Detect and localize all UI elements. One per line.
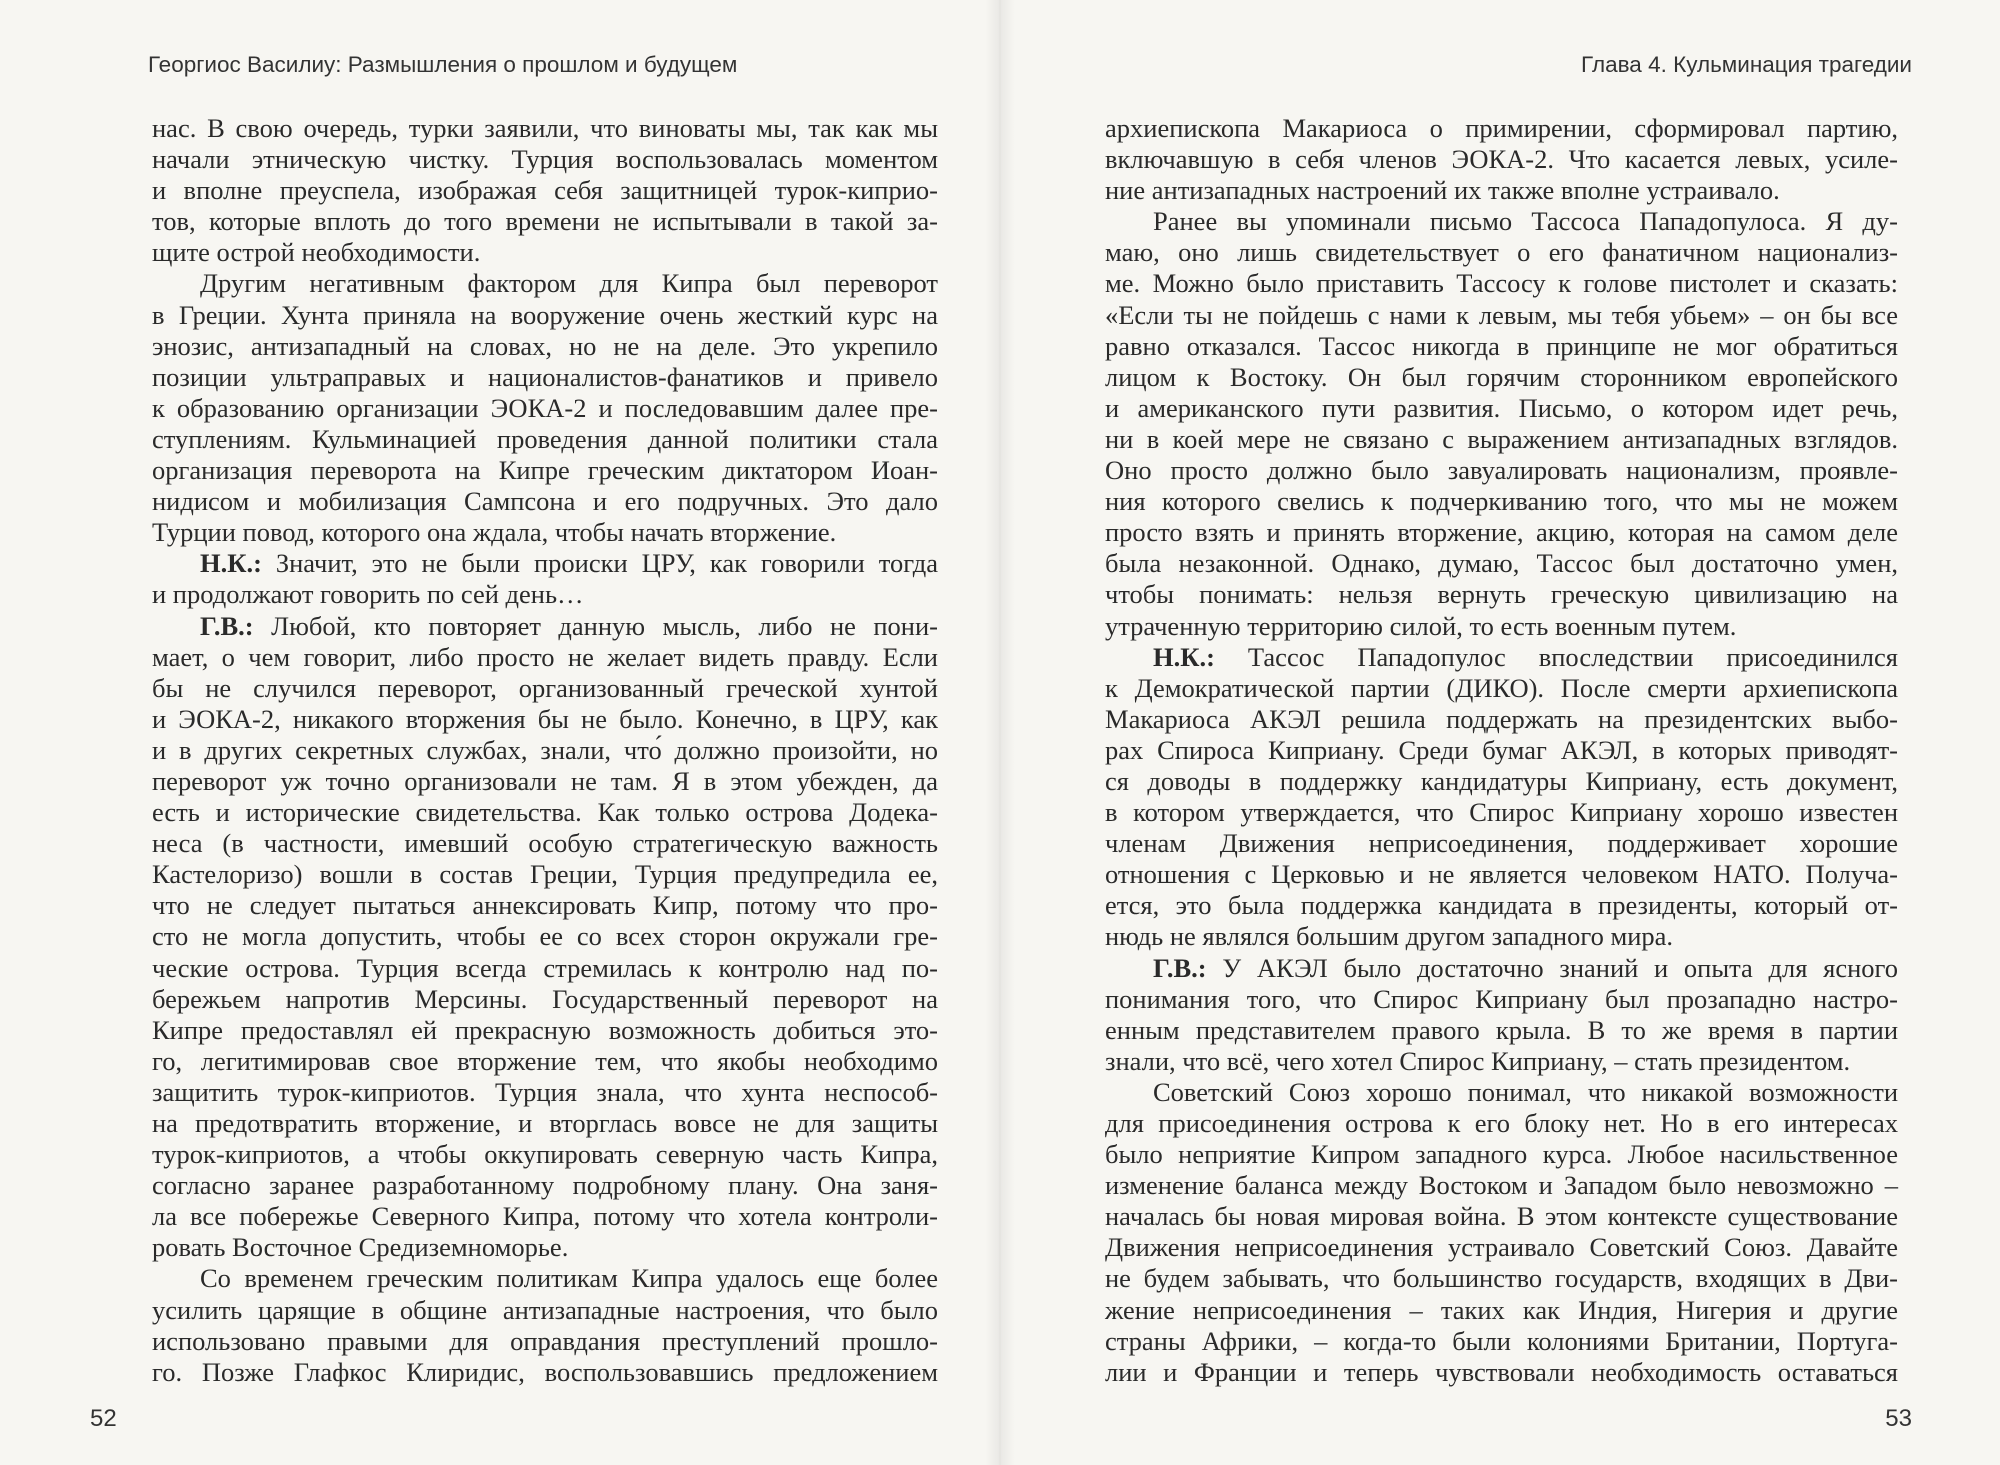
line-text: использовано правыми для оправдания преступлений прошло- <box>152 1325 938 1356</box>
text-line <box>1105 673 1898 704</box>
line-text: ся доводы в поддержку кандидатуры Киприану, есть документ, <box>1105 765 1898 796</box>
line-text: Другим негативным фактором для Кипра был переворот <box>200 268 938 299</box>
line-text: переворот уж точно организовали не там. Я в этом убежден, да <box>152 765 938 796</box>
line-text: Кипре предоставлял ей прекрасную возможность добиться это- <box>152 1014 938 1045</box>
line-text: Макариоса АКЭЛ решила поддержать на президентских выбо- <box>1105 703 1898 734</box>
text-line <box>1105 393 1898 424</box>
line-text: щите острой необходимости. <box>152 237 481 268</box>
text-line <box>152 766 938 797</box>
text-line <box>152 735 938 766</box>
left-page-text <box>152 113 938 1388</box>
text-line <box>1105 1357 1898 1388</box>
line-text: отношения с Церковью и не является человеком НАТО. Получа- <box>1105 859 1898 890</box>
line-text: была незаконной. Однако, думаю, Тассос был достаточно умен, <box>1105 548 1898 579</box>
line-text: Кастелоризо) вошли в состав Греции, Турция предупредила ее, <box>152 859 938 890</box>
text-line <box>1105 579 1898 610</box>
text-line <box>1105 704 1898 735</box>
text-line <box>152 859 938 890</box>
running-head-left: Георгиос Василиу: Размышления о прошлом и будущем <box>148 52 738 77</box>
text-line <box>1105 1108 1898 1139</box>
line-text: неса (в частности, имевший особую стратегическую важность <box>152 828 938 859</box>
text-line <box>1105 300 1898 331</box>
line-text: защитить турок-киприотов. Турция знала, что хунта неспособ- <box>152 1076 938 1107</box>
line-text: понимания того, что Спирос Киприану был прозападно настро- <box>1105 983 1898 1014</box>
text-line <box>152 1139 938 1170</box>
line-text: Со временем греческим политикам Кипра удалось еще более <box>200 1263 938 1294</box>
text-line <box>152 393 938 424</box>
text-line <box>1105 268 1898 299</box>
text-line <box>152 424 938 455</box>
text-line <box>1105 113 1898 144</box>
text-line <box>1105 735 1898 766</box>
line-text: ния которого свелись к подчеркиванию того, что мы не можем <box>1105 486 1898 517</box>
book-gutter <box>985 0 1015 1465</box>
text-line <box>1105 1046 1898 1077</box>
line-text: для присоединения острова к его блоку нет. Но в его интересах <box>1105 1108 1898 1138</box>
line-text: к образованию организации ЭОКА-2 и последовавшим далее пре- <box>152 392 938 423</box>
line-text: Тассос Пападопулос впоследствии присоединился <box>1214 641 1898 672</box>
line-text: чтобы понимать: нельзя вернуть греческую цивилизацию на <box>1105 579 1898 610</box>
line-text: на предотвратить вторжение, и вторглась вовсе не для защиты <box>152 1108 938 1138</box>
line-text: не будем забывать, что большинство государств, входящих в Дви- <box>1105 1263 1898 1294</box>
line-text: есть и исторические свидетельства. Как только острова Додека- <box>152 797 938 828</box>
line-text: Любой, кто повторяет данную мысль, либо не пони- <box>253 610 938 641</box>
line-text: и американского пути развития. Письмо, о котором идет речь, <box>1105 392 1898 423</box>
line-text: нас. В свою очередь, турки заявили, что виноваты мы, так как мы <box>152 113 938 143</box>
line-text: го, легитимировав свое вторжение тем, что якобы необходимо <box>152 1045 938 1076</box>
text-line <box>1105 237 1898 268</box>
line-text: было неприятие Кипром западного курса. Любое насильственное <box>1105 1139 1898 1170</box>
line-text: членам Движения неприсоединения, поддерживает хорошие <box>1105 828 1898 859</box>
line-text: ется, это была поддержка кандидата в президенты, который от- <box>1105 890 1898 921</box>
page-number-right: 53 <box>1885 1405 1912 1432</box>
text-line <box>1105 1232 1898 1263</box>
line-text: и в других секретных службах, знали, что́ должно произойти, но <box>152 734 938 765</box>
text-line <box>152 1263 938 1294</box>
text-line <box>152 300 938 331</box>
line-text: Советский Союз хорошо понимал, что никакой возможности <box>1153 1076 1898 1107</box>
text-line <box>1105 1077 1898 1108</box>
text-line <box>1105 859 1898 890</box>
text-line <box>152 1326 938 1357</box>
line-text: Турции повод, которого она ждала, чтобы начать вторжение. <box>152 517 837 548</box>
text-line <box>152 673 938 704</box>
text-line <box>1105 144 1898 175</box>
text-line <box>1105 455 1898 486</box>
line-text: бережьем напротив Мерсины. Государственный переворот на <box>152 983 938 1014</box>
line-text: рах Спироса Киприану. Среди бумаг АКЭЛ, в которых приводят- <box>1105 734 1898 765</box>
text-line <box>1105 1263 1898 1294</box>
line-text: организация переворота на Кипре греческим диктатором Иоан- <box>152 455 938 486</box>
text-line <box>1105 1201 1898 1232</box>
line-text: нидисом и мобилизация Сампсона и его подручных. Это дало <box>152 486 938 517</box>
line-text: утраченную территорию силой, то есть военным путем. <box>1105 610 1737 641</box>
text-line <box>1105 486 1898 517</box>
page-number-left: 52 <box>90 1405 117 1432</box>
text-line <box>1105 828 1898 859</box>
line-text: ни в коей мере не связано с выражением антизападных взглядов. <box>1105 423 1898 454</box>
text-line <box>1105 1015 1898 1046</box>
text-line <box>152 797 938 828</box>
text-line <box>152 1357 938 1388</box>
text-line <box>1105 331 1898 362</box>
line-text: мает, о чем говорит, либо просто не желает видеть правду. Если <box>152 641 938 672</box>
text-line <box>1105 953 1898 984</box>
text-line <box>152 175 938 206</box>
line-text: У АКЭЛ было достаточно знаний и опыта для ясного <box>1206 952 1898 983</box>
text-line <box>152 1108 938 1139</box>
text-line <box>152 1201 938 1232</box>
text-line <box>152 890 938 921</box>
line-text: нюдь не являлся большим другом западного мира. <box>1105 921 1674 952</box>
text-line <box>152 642 938 673</box>
text-line <box>152 455 938 486</box>
line-text: ровать Восточное Средиземноморье. <box>152 1232 569 1263</box>
text-line <box>152 331 938 362</box>
line-text: равно отказался. Тассос никогда в принципе не мог обратиться <box>1105 330 1898 361</box>
line-text: начали этническую чистку. Турция воспользовалась моментом <box>152 144 938 175</box>
text-line <box>1105 611 1898 642</box>
text-line <box>1105 517 1898 548</box>
line-text: и продолжают говорить по сей день… <box>152 579 584 610</box>
text-line <box>152 144 938 175</box>
text-line <box>152 1015 938 1046</box>
text-line <box>1105 766 1898 797</box>
text-line <box>152 548 938 579</box>
line-text: позиции ультраправых и националистов-фанатиков и привело <box>152 361 938 392</box>
text-line <box>1105 362 1898 393</box>
line-text: «Если ты не пойдешь с нами к левым, мы тебя убьем» – он бы все <box>1105 299 1898 330</box>
line-text: знали, что всё, чего хотел Спирос Киприану, – стать президентом. <box>1105 1045 1851 1076</box>
line-text: ческие острова. Турция всегда стремилась к контролю над по- <box>152 952 938 983</box>
text-line <box>152 1077 938 1108</box>
line-text: в Греции. Хунта приняла на вооружение очень жесткий курс на <box>152 299 938 330</box>
line-text: Оно просто должно было завуалировать национализм, проявле- <box>1105 455 1898 486</box>
line-text: ние антизападных настроений их также вполне устраивало. <box>1105 175 1780 206</box>
text-line <box>1105 890 1898 921</box>
line-text: лицом к Востоку. Он был горячим сторонником европейского <box>1105 361 1898 392</box>
speaker-label: Н.К.: <box>200 548 262 579</box>
text-line <box>152 237 938 268</box>
text-line <box>1105 797 1898 828</box>
text-line <box>1105 548 1898 579</box>
text-line <box>152 828 938 859</box>
text-line <box>1105 921 1898 952</box>
running-head-right: Глава 4. Кульминация трагедии <box>1581 52 1912 77</box>
line-text: изменение баланса между Востоком и Западом было невозможно – <box>1105 1170 1898 1201</box>
line-text: ме. Можно было приставить Тассосу к голове пистолет и сказать: <box>1105 268 1898 299</box>
text-line <box>1105 1139 1898 1170</box>
line-text: архиепископа Макариоса о примирении, сформировал партию, <box>1105 113 1898 143</box>
line-text: жение неприсоединения – таких как Индия, Нигерия и другие <box>1105 1294 1898 1325</box>
text-line <box>152 579 938 610</box>
line-text: сто не могла допустить, чтобы ее со всех сторон окружали гре- <box>152 921 938 952</box>
right-page-text <box>1105 113 1898 1388</box>
line-text: турок-киприотов, а чтобы оккупировать северную часть Кипра, <box>152 1139 938 1170</box>
line-text: бы не случился переворот, организованный греческой хунтой <box>152 672 938 703</box>
text-line <box>152 611 938 642</box>
text-line <box>152 704 938 735</box>
line-text: усилить царящие в общине антизападные настроения, что было <box>152 1294 938 1325</box>
text-line <box>152 517 938 548</box>
text-line <box>1105 424 1898 455</box>
line-text: началась бы новая мировая война. В этом контексте существование <box>1105 1201 1898 1232</box>
line-text: лии и Франции и теперь чувствовали необходимость оставаться <box>1105 1356 1898 1387</box>
line-text: енным представителем правого крыла. В то же время в партии <box>1105 1014 1898 1045</box>
line-text: страны Африки, – когда-то были колониями Британии, Португа- <box>1105 1325 1898 1356</box>
line-text: тов, которые вплоть до того времени не испытывали в такой за- <box>152 206 938 237</box>
line-text: просто взять и принять вторжение, акцию, которая на самом деле <box>1105 517 1898 548</box>
left-page <box>0 0 985 1465</box>
line-text: энозис, антизападный на словах, но не на деле. Это укрепило <box>152 330 938 361</box>
text-line <box>1105 1295 1898 1326</box>
text-line <box>152 113 938 144</box>
text-line <box>152 206 938 237</box>
text-line <box>152 953 938 984</box>
line-text: ступлениям. Кульминацией проведения данной политики стала <box>152 423 938 454</box>
line-text: и ЭОКА-2, никакого вторжения бы не было. Конечно, в ЦРУ, как <box>152 703 938 734</box>
line-text: что не следует пытаться аннексировать Кипр, потому что про- <box>152 890 938 921</box>
text-line <box>152 921 938 952</box>
text-line <box>1105 984 1898 1015</box>
line-text: го. Позже Глафкос Клиридис, воспользовавшись предложением <box>152 1356 938 1387</box>
text-line <box>152 1295 938 1326</box>
line-text: к Демократической партии (ДИКО). После смерти архиепископа <box>1105 672 1898 703</box>
text-line <box>152 1046 938 1077</box>
text-line <box>152 268 938 299</box>
line-text: Ранее вы упоминали письмо Тассоса Пападопулоса. Я ду- <box>1153 206 1898 237</box>
line-text: и вполне преуспела, изображая себя защитницей турок-киприо- <box>152 175 938 206</box>
line-text: Движения неприсоединения устраивало Советский Союз. Давайте <box>1105 1232 1898 1263</box>
text-line <box>152 1170 938 1201</box>
text-line <box>152 486 938 517</box>
line-text: Значит, это не были происки ЦРУ, как говорили тогда <box>261 548 938 579</box>
text-line <box>1105 206 1898 237</box>
speaker-label: Н.К.: <box>1153 641 1215 672</box>
line-text: маю, оно лишь свидетельствует о его фанатичном национализ- <box>1105 237 1898 268</box>
text-line <box>152 984 938 1015</box>
text-line <box>152 362 938 393</box>
line-text: включавшую в себя членов ЭОКА-2. Что касается левых, усиле- <box>1105 144 1898 175</box>
text-line <box>1105 1170 1898 1201</box>
speaker-label: Г.В.: <box>1153 952 1207 983</box>
line-text: в котором утверждается, что Спирос Киприану хорошо известен <box>1105 797 1898 828</box>
text-line <box>152 1232 938 1263</box>
line-text: ла все побережье Северного Кипра, потому что хотела контроли- <box>152 1201 938 1232</box>
right-page <box>1015 0 2000 1465</box>
text-line <box>1105 1326 1898 1357</box>
line-text: согласно заранее разработанному подробному плану. Она заня- <box>152 1170 938 1201</box>
text-line <box>1105 175 1898 206</box>
text-line <box>1105 642 1898 673</box>
speaker-label: Г.В.: <box>200 610 254 641</box>
